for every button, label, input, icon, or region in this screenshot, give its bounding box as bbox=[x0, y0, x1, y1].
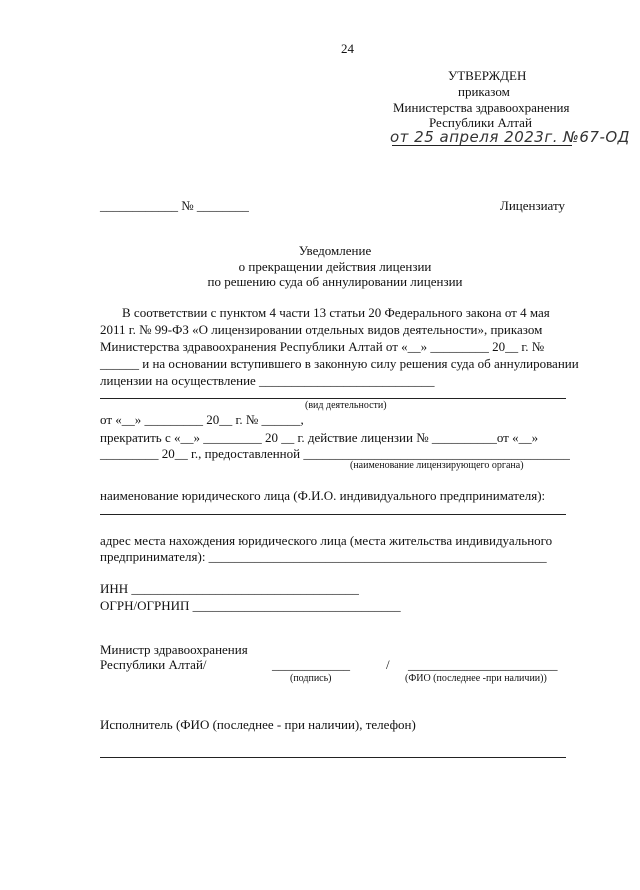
title-line-1: Уведомление bbox=[298, 243, 372, 258]
handwritten-order-date: от 25 апреля 2023г. №67-ОД bbox=[390, 128, 630, 146]
fio-caption: (ФИО (последнее -при наличии)) bbox=[405, 673, 547, 684]
executor-line bbox=[100, 757, 566, 758]
licensing-organ-caption: (наименование лицензирующего органа) bbox=[350, 460, 524, 471]
approval-line-3: Министерства здравоохранения bbox=[393, 100, 570, 115]
signature-slash: / bbox=[386, 657, 390, 672]
signature-field: ____________ bbox=[272, 657, 350, 672]
fio-field: _______________________ bbox=[408, 657, 558, 672]
granted-line: _________ 20__ г., предоставленной _________________________________________ bbox=[100, 446, 570, 461]
signature-caption: (подпись) bbox=[290, 673, 332, 684]
page-number: 24 bbox=[341, 41, 354, 56]
executor-label: Исполнитель (ФИО (последнее - при наличии), телефон) bbox=[100, 717, 416, 732]
body-line-1: В соответствии с пунктом 4 части 13 статьи 20 Федерального закона от 4 мая bbox=[122, 305, 550, 320]
minister-line-2: Республики Алтай/ bbox=[100, 657, 207, 672]
body-line-4: ______ и на основании вступившего в законную силу решения суда об аннулировании bbox=[100, 356, 579, 371]
addressee: Лицензиату bbox=[500, 198, 565, 213]
body-line-5: лицензии на осуществление ___________________________ bbox=[100, 373, 435, 388]
approval-line-4: Республики Алтай bbox=[429, 115, 532, 130]
decision-date-line: от «__» _________ 20__ г. № ______, bbox=[100, 412, 304, 427]
approval-line-1: УТВЕРЖДЕН bbox=[448, 68, 527, 83]
minister-line-1: Министр здравоохранения bbox=[100, 642, 248, 657]
address-line-1: адрес места нахождения юридического лица (места жительства индивидуального bbox=[100, 533, 553, 548]
activity-caption: (вид деятельности) bbox=[305, 400, 387, 411]
address-line-2: предпринимателя): ____________________________________________________ bbox=[100, 549, 547, 564]
ogrn-field: ОГРН/ОГРНИП ________________________________ bbox=[100, 598, 401, 613]
legal-entity-line bbox=[100, 514, 566, 515]
title-line-2: о прекращении действия лицензии bbox=[238, 259, 432, 274]
handwritten-underline bbox=[392, 145, 572, 146]
approval-line-2: приказом bbox=[458, 84, 510, 99]
title-line-3: по решению суда об аннулировании лицензии bbox=[207, 274, 463, 289]
body-line-2: 2011 г. № 99-ФЗ «О лицензировании отдельных видов деятельности», приказом bbox=[100, 322, 543, 337]
inn-field: ИНН ___________________________________ bbox=[100, 581, 359, 596]
outgoing-number-field: ____________ № ________ bbox=[100, 198, 249, 213]
activity-line bbox=[100, 398, 566, 399]
body-line-3: Министерства здравоохранения Республики Алтай от «__» _________ 20__ г. № bbox=[100, 339, 545, 354]
legal-entity-label: наименование юридического лица (Ф.И.О. индивидуального предпринимателя): bbox=[100, 488, 546, 503]
termination-line: прекратить с «__» _________ 20 __ г. действие лицензии № __________от «__» bbox=[100, 430, 539, 445]
